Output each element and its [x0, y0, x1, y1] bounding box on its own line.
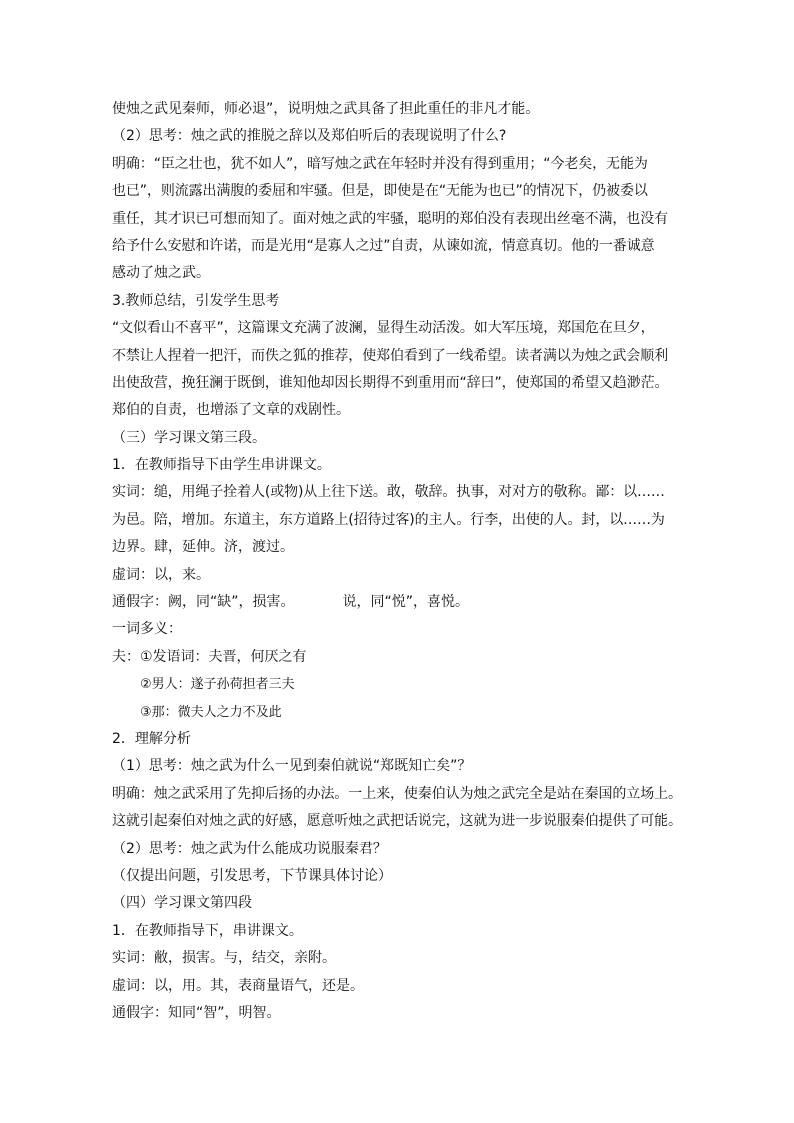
- tongjia-line: [112, 589, 690, 616]
- section-heading: 2．理解分析: [112, 730, 191, 747]
- text-line: 为邑。陪，增加。东道主，东方道路上(招待过客)的主人。行李，出使的人。封，以……为: [112, 511, 665, 528]
- text-line: 1．在教师指导下由学生串讲课文。: [112, 457, 331, 474]
- text-line: 也已”，则流露出满腹的委屈和牢骚。但是，即使是在“无能为也已”的情况下，仍被委以: [112, 183, 648, 200]
- tongjia-right: 说，同“悦”，喜悦。: [342, 594, 470, 611]
- sub-item: ③那：微夫人之力不及此: [140, 704, 282, 720]
- text-line: （2）思考：烛之武的推脱之辞以及郑伯听后的表现说明了什么?: [112, 128, 507, 145]
- section-heading: 3.教师总结，引发学生思考: [112, 292, 280, 309]
- text-line: 给予什么安慰和许诺，而是光用“是寡人之过”自责，从谏如流，情意真切。他的一番诚意: [112, 237, 655, 254]
- sub-item: ②男人：遂子孙荷担者三夫: [140, 677, 295, 693]
- text-line: 出使敌营，挽狂澜于既倒，谁知他却因长期得不到重用而“辞曰”，使郑国的希望又趋渺茫。: [112, 374, 669, 391]
- text-line: （仅提出问题，引发思考，下节课具体讨论）: [112, 867, 392, 884]
- text-line: （2）思考：烛之武为什么能成功说服秦君？: [112, 840, 387, 857]
- text-line: 虚词：以，用。其，表商量语气，还是。: [112, 977, 364, 994]
- text-line: 虚词：以，来。: [112, 566, 210, 583]
- text-line: 郑伯的自责，也增添了文章的戏剧性。: [112, 402, 350, 419]
- text-line: 实词：缒，用绳子拴着人(或物)从上往下送。敢，敬辞。执事，对对方的敬称。鄙：以……: [112, 484, 665, 501]
- text-line: 通假字：知同“智”，明智。: [112, 1004, 281, 1021]
- text-line: 边界。肆，延伸。济，渡过。: [112, 539, 294, 556]
- text-line: 重任，其才识已可想而知了。面对烛之武的牢骚，聪明的郑伯没有表现出丝毫不满，也没有: [112, 210, 668, 227]
- text-line: 不禁让人捏着一把汗，而佚之狐的推荐，使郑伯看到了一线希望。读者满以为烛之武会顺利: [112, 347, 668, 364]
- text-line: 明确：“臣之壮也，犹不如人”，暗写烛之武在年轻时并没有得到重用；“今老矣，无能为: [112, 155, 648, 172]
- section-heading: （四）学习课文第四段: [112, 895, 252, 912]
- text-line: （1）思考：烛之武为什么一见到秦伯就说“郑既知亡矣”？: [112, 758, 472, 775]
- document-body: [112, 96, 690, 1027]
- text-line: 1．在教师指导下，串讲课文。: [112, 922, 303, 939]
- section-heading: （三）学习课文第三段。: [112, 429, 266, 446]
- text-line: “文似看山不喜平”，这篇课文充满了波澜，显得生动活泼。如大军压境，郑国危在旦夕，: [112, 320, 655, 337]
- text-line: 明确：烛之武采用了先抑后扬的办法。一上来，使秦伯认为烛之武完全是站在秦国的立场上。: [112, 785, 682, 802]
- text-line: 实词：敝，损害。与，结交，亲附。: [112, 950, 336, 967]
- tongjia-left: 通假字：阙，同“缺”，损害。: [112, 594, 295, 611]
- text-line: 夫：①发语词：夫晋，何厌之有: [112, 648, 307, 665]
- text-line: 这就引起秦伯对烛之武的好感，愿意听烛之武把话说完，这就为进一步说服秦伯提供了可能。: [112, 813, 682, 830]
- text-line: 感动了烛之武。: [112, 265, 210, 282]
- text-line: 使烛之武见秦师，师必退”，说明烛之武具备了担此重任的非凡才能。: [112, 101, 540, 117]
- text-line: 一词多义：: [112, 621, 182, 638]
